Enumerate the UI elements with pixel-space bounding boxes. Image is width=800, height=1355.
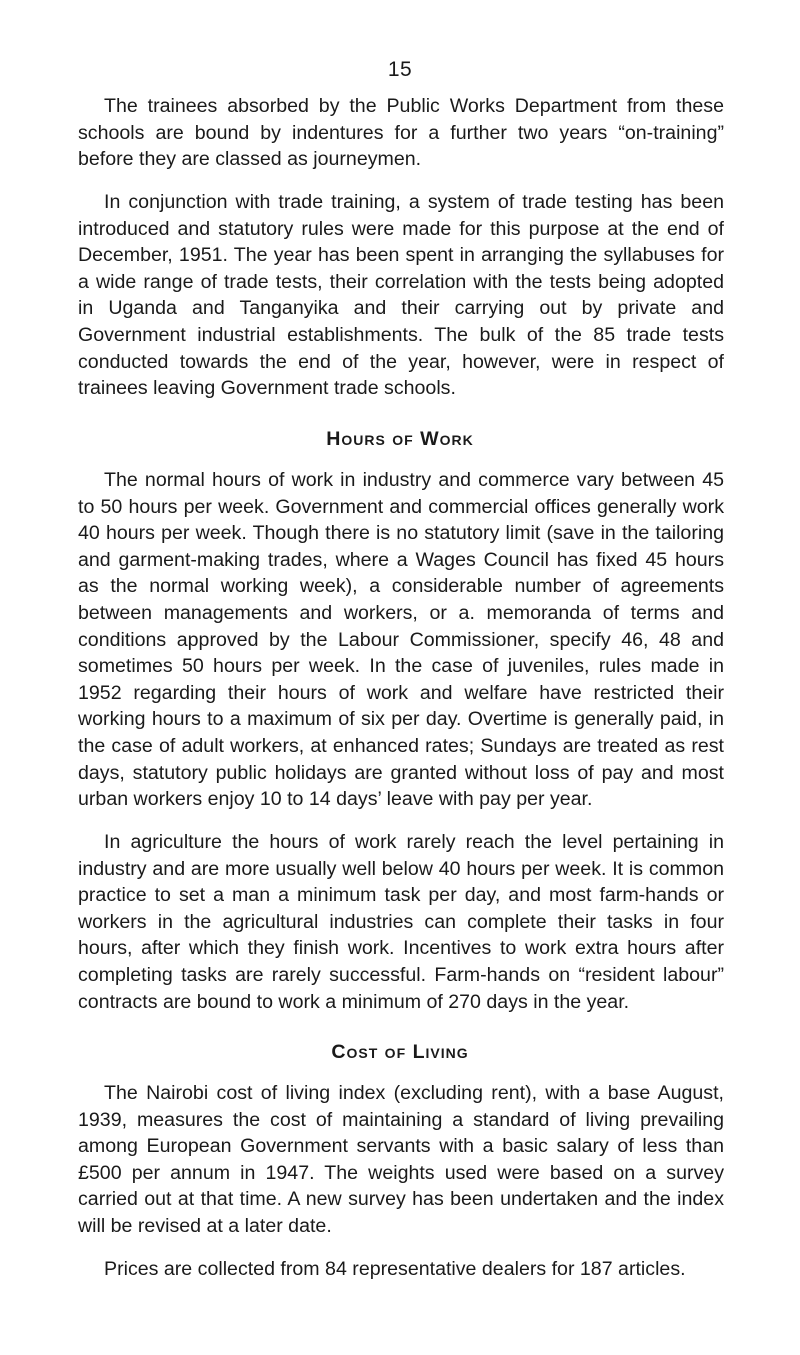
- page-number: 15: [387, 58, 413, 81]
- paragraph-cost-index: The Nairobi cost of living index (excluding rent), with a base August, 1939, measures the cost of maintaining a standard of living prevailing among European Government servants with a basic salary of less than £500 per annum in 1947. The weights used were based on a survey carried out at that time. A new survey has been undertaken and the index will be revised at a later date.: [78, 1082, 724, 1237]
- heading-cost-of-living: Cost of Living: [331, 1041, 469, 1063]
- heading-hours-of-work: Hours of Work: [326, 428, 474, 450]
- paragraph-normal-hours: The normal hours of work in industry and commerce vary between 45 to 50 hours per week. Government and commercial offices generally work 40 hours per week. Though there is no statutory limit (save in the tailoring and garment-making trades, where a Wages Council has fixed 45 hours as the normal working week), a considerable number of agreements between managements and workers, or a. memoranda of terms and conditions approved by the Labour Commissioner, specify 46, 48 and sometimes 50 hours per week. In the case of juveniles, rules made in 1952 regarding their hours of work and welfare have restricted their working hours to a maximum of six per day. Overtime is generally paid, in the case of adult workers, at enhanced rates; Sundays are treated as rest days, statutory public holidays are granted without loss of pay and most urban workers enjoy 10 to 14 days’ leave with pay per year.: [78, 469, 724, 811]
- paragraph-agriculture-hours: In agriculture the hours of work rarely reach the level pertaining in industry and are more usually well below 40 hours per week. It is common practice to set a man a minimum task per day, and most farm-hands or workers in the agricultural industries can complete their tasks in four hours, after which they finish work. Incentives to work extra hours after completing tasks are rarely successful. Farm-hands on “resident labour” contracts are bound to work a minimum of 270 days in the year.: [78, 831, 724, 1013]
- paragraph-prices-collected: Prices are collected from 84 representative dealers for 187 articles.: [104, 1258, 686, 1280]
- paragraph-trainees: The trainees absorbed by the Public Works Department from these schools are bound by indentures for a further two years “on-training” before they are classed as journeymen.: [78, 95, 724, 171]
- paragraph-trade-testing: In conjunction with trade training, a system of trade testing has been introduced and statutory rules were made for this purpose at the end of December, 1951. The year has been spent in arranging the syllabuses for a wide range of trade tests, their correlation with the tests being adopted in Uganda and Tanganyika and their carrying out by private and Government industrial establishments. The bulk of the 85 trade tests conducted towards the end of the year, however, were in respect of trainees leaving Government trade schools.: [78, 191, 724, 400]
